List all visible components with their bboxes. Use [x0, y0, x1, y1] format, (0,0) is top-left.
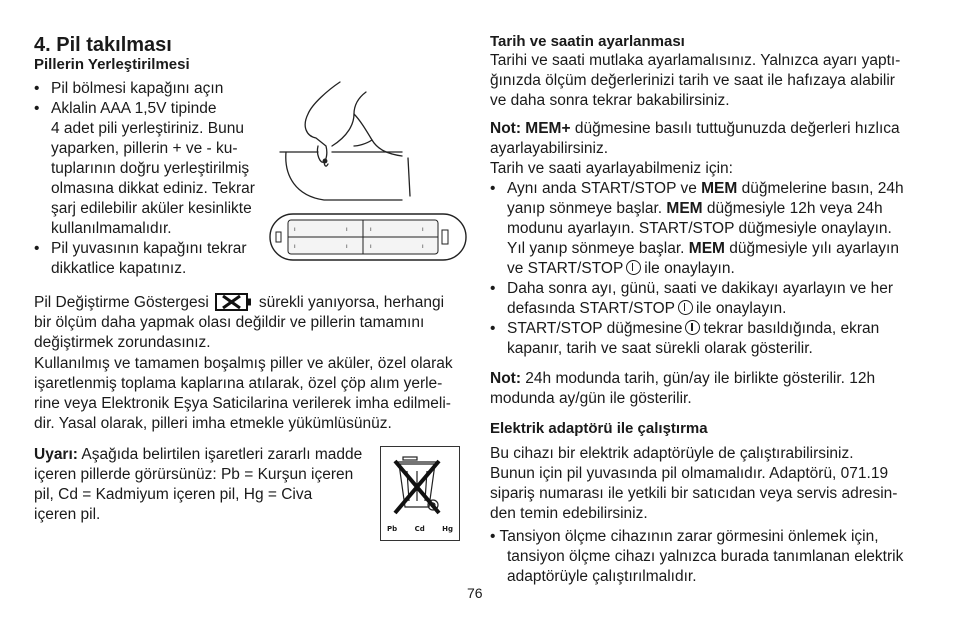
svg-text:ı: ı	[370, 243, 372, 250]
svg-text:ı: ı	[346, 226, 348, 233]
list-item: • Pil bölmesi kapağını açın	[34, 80, 224, 97]
list-item: • Daha sonra ayı, günü, saati ve dakikayı ayarlayın ve her defasında START/STOP ile onaylayın.	[490, 280, 893, 317]
battery-compartment	[270, 214, 466, 260]
list-item: • Pil yuvasının kapağını tekrar dikkatlice kapatınız.	[34, 240, 247, 277]
crossed-bin-icon	[381, 449, 459, 527]
disposal-paragraph: Kullanılmış ve tamamen boşalmış piller ve aküler, özel olarak işaretlenmiş toplama kaplarına atılarak, özel çöp alım yerle- rine veya Elektronik Eşya Saticilarina verilerek imha edilmeli- dir. Yasal olarak, pilleri imha etmekle yükümlüsünüz.	[34, 355, 453, 432]
svg-text:ı: ı	[422, 226, 424, 233]
date-time-title: Tarih ve saatin ayarlanması	[490, 33, 685, 50]
battery-indicator-icon	[215, 293, 253, 311]
svg-text:ı: ı	[294, 226, 296, 233]
date-time-intro: Tarihi ve saati mutlaka ayarlamalısınız. Yalnızca ayarı yaptı- ğınızda ölçüm değerlerinizi tarih ve saat ile hafızaya alabilir ve daha sonra tekrar bakabilirsiniz.	[490, 52, 901, 109]
page-number: 76	[467, 585, 483, 601]
svg-text:ı: ı	[422, 243, 424, 250]
svg-text:ı: ı	[346, 243, 348, 250]
power-icon	[678, 300, 693, 315]
power-icon	[685, 320, 700, 335]
battery-insertion-illustration	[262, 80, 474, 272]
note-24h: Not: 24h modunda tarih, gün/ay ile birlikte gösterilir. 12h modunda ay/gün ile gösterilir.	[490, 370, 876, 407]
adapter-warning: • Tansiyon ölçme cihazının zarar görmesini önlemek için, tansiyon ölçme cihazı yalnızca burada tanımlanan elektrik adaptörüyle çalıştırılmalıdır.	[490, 528, 904, 585]
svg-text:ı: ı	[294, 243, 296, 250]
finger-outline	[305, 82, 340, 162]
adapter-title: Elektrik adaptörü ile çalıştırma	[490, 420, 708, 437]
warning-paragraph: Uyarı: Aşağıda belirtilen işaretleri zararlı madde içeren pillerde görürsünüz: Pb = Kurşun içeren pil, Cd = Kadmiyum içeren pil, Hg = Civa içeren pil.	[34, 446, 363, 523]
section-title: 4. Pil takılması	[34, 34, 172, 56]
list-item: • START/STOP düğmesine tekrar basıldığında, ekran kapanır, tarih ve saat sürekli olarak gösterilir.	[490, 320, 880, 357]
adapter-paragraph: Bu cihazı bir elektrik adaptörüyle de çalıştırabilirsiniz. Bunun için pil yuvasında pil olmamalıdır. Adaptörü, 071.19 sipariş numarası ile yetkili bir satıcıdan veya servis adresin- den temin edebilirsiniz.	[490, 445, 898, 522]
battery-indicator-paragraph: Pil Değiştirme Göstergesi sürekli yanıyorsa, herhangi bir ölçüm daha yapmak olası değildir ve pillerin tamamını değiştirmek zorundasınız.	[34, 294, 445, 351]
crossed-bin-symbol	[380, 446, 460, 541]
warning-label: Uyarı:	[34, 446, 78, 463]
list-item: • Aklalin AAA 1,5V tipinde 4 adet pili yerleştiriniz. Bunu yaparken, pillerin + ve - ku- tuplarının doğru yerleştirilmiş olmasına dikkat ediniz. Tekrar şarj edilebilir aküler kesinlikte kullanılmamalıdır.	[34, 100, 255, 237]
note-mem-plus: Not: MEM+ düğmesine basılı tuttuğunuzda değerleri hızlıca ayarlayabilirsiniz. Tarih ve saati ayarlayabilmeniz için:	[490, 120, 900, 177]
bin-labels: Pb Cd Hg	[387, 525, 453, 533]
battery-bullet-list	[34, 79, 274, 279]
svg-text:ı: ı	[370, 226, 372, 233]
setting-steps-list	[490, 179, 930, 359]
subsection-title: Pillerin Yerleştirilmesi	[34, 56, 190, 73]
power-icon	[626, 260, 641, 275]
list-item: • Aynı anda START/STOP ve MEM düğmelerine basın, 24h yanıp sönmeye başlar. MEM düğmesiyle 12h veya 24h modunu ayarlayın. START/STOP düğmesiyle onaylayın. Yıl yanıp sönmeye başlar. MEM düğmesiyle yılı ayarlayın ve START/STOP ile onaylayın.	[490, 180, 904, 277]
